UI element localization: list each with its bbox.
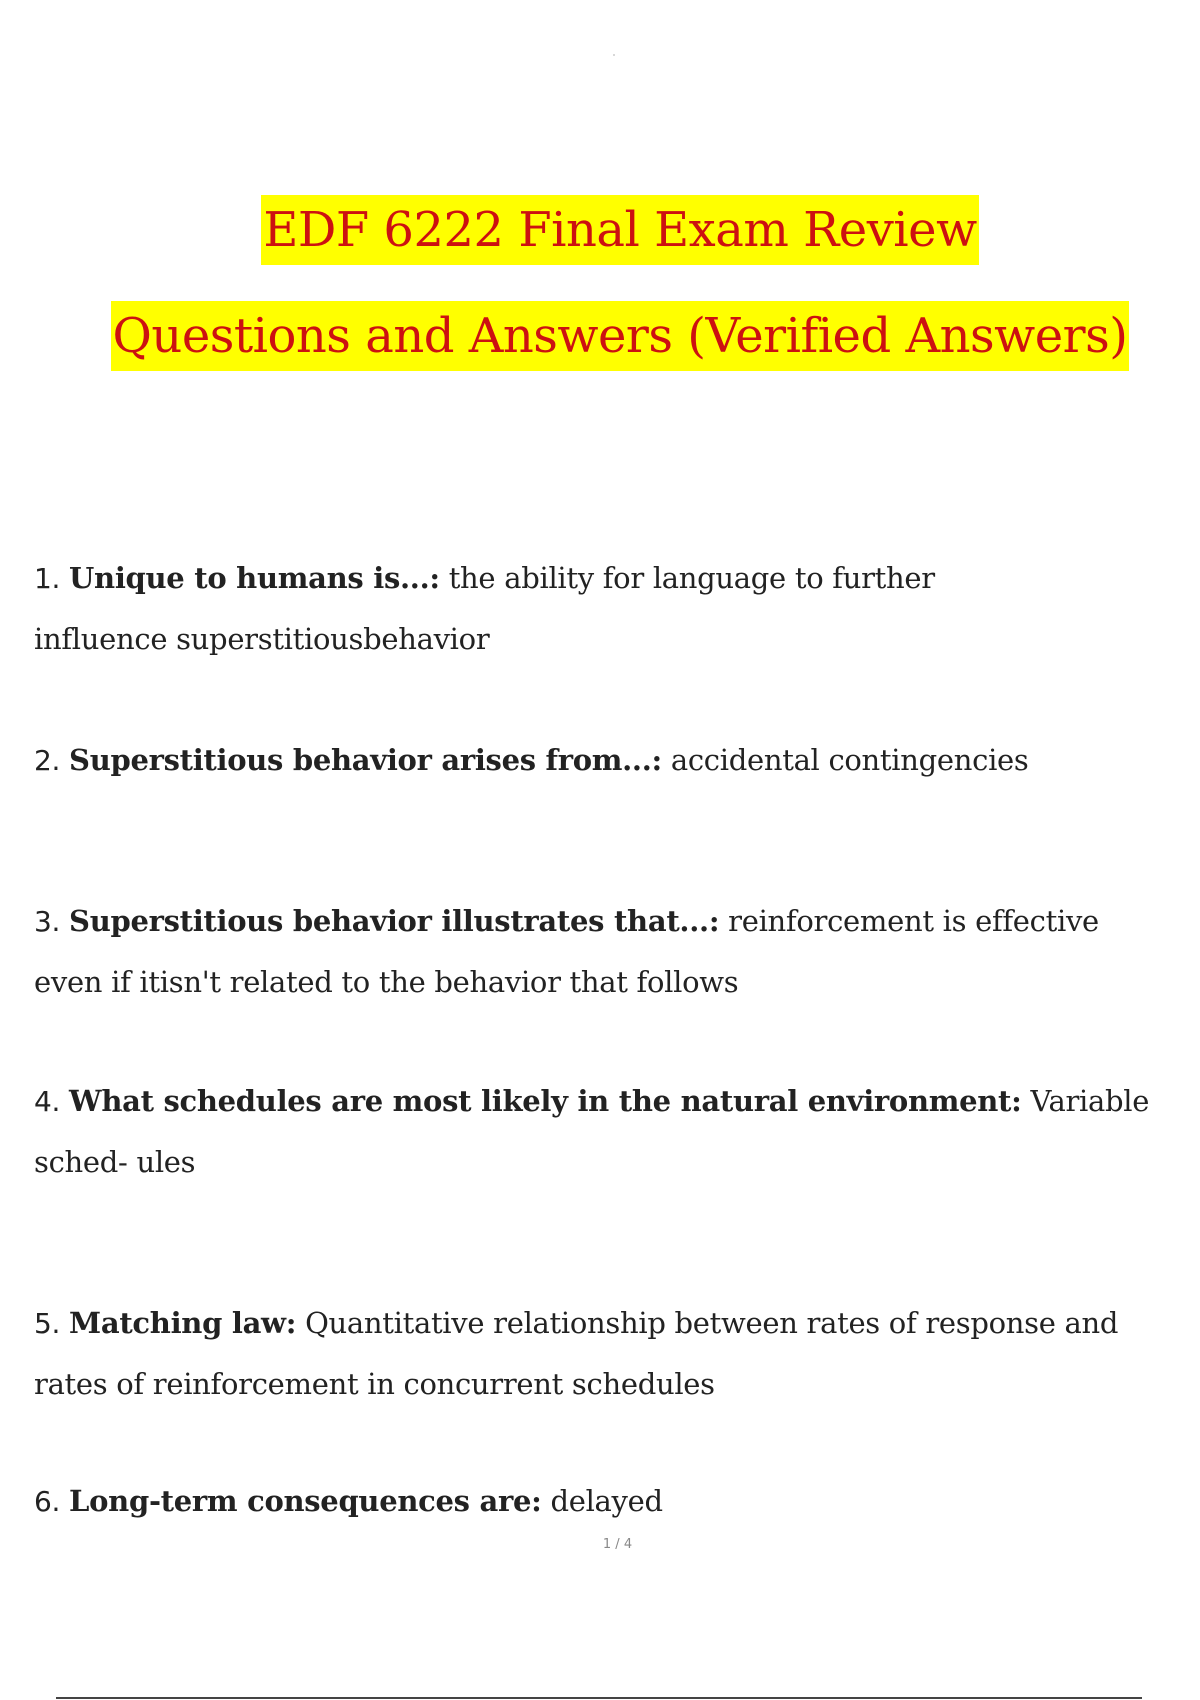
- qa-item: [34, 548, 974, 669]
- qa-number: 3.: [34, 905, 61, 938]
- qa-number: 5.: [34, 1307, 61, 1340]
- qa-answer: accidental contingencies: [670, 743, 1029, 777]
- qa-question: What schedules are most likely in the natural environment:: [69, 1084, 1022, 1118]
- qa-item: [34, 1293, 1184, 1414]
- qa-question: Matching law:: [69, 1306, 297, 1340]
- qa-question: Superstitious behavior arises from...:: [69, 743, 662, 777]
- qa-question: Superstitious behavior illustrates that...:: [69, 904, 720, 938]
- qa-answer: Variable sched- ules: [34, 1084, 1150, 1179]
- title-line-2: Questions and Answers (Verified Answers): [111, 301, 1130, 371]
- qa-item: [34, 1071, 1174, 1192]
- qa-question: Long-term consequences are:: [69, 1484, 542, 1518]
- qa-item: [34, 891, 1164, 1012]
- page-indicator: 1 / 4: [602, 1537, 633, 1552]
- qa-question: Unique to humans is...:: [69, 561, 440, 595]
- title-line-1: EDF 6222 Final Exam Review: [261, 195, 978, 265]
- qa-answer: the ability for language to further influence superstitiousbehavior: [34, 561, 935, 656]
- qa-item: [34, 1471, 663, 1532]
- document-title: [0, 195, 1200, 371]
- qa-number: 2.: [34, 744, 61, 777]
- qa-number: 4.: [34, 1085, 61, 1118]
- bottom-divider: [56, 1697, 1142, 1699]
- qa-number: 6.: [34, 1485, 61, 1518]
- speck-mark: [613, 54, 615, 56]
- qa-answer: delayed: [550, 1484, 663, 1518]
- qa-number: 1.: [34, 562, 61, 595]
- qa-answer: reinforcement is effective even if itisn't related to the behavior that follows: [34, 904, 1099, 999]
- qa-item: [34, 730, 1029, 791]
- qa-answer: Quantitative relationship between rates of response and rates of reinforcement in concurrent schedules: [34, 1306, 1119, 1401]
